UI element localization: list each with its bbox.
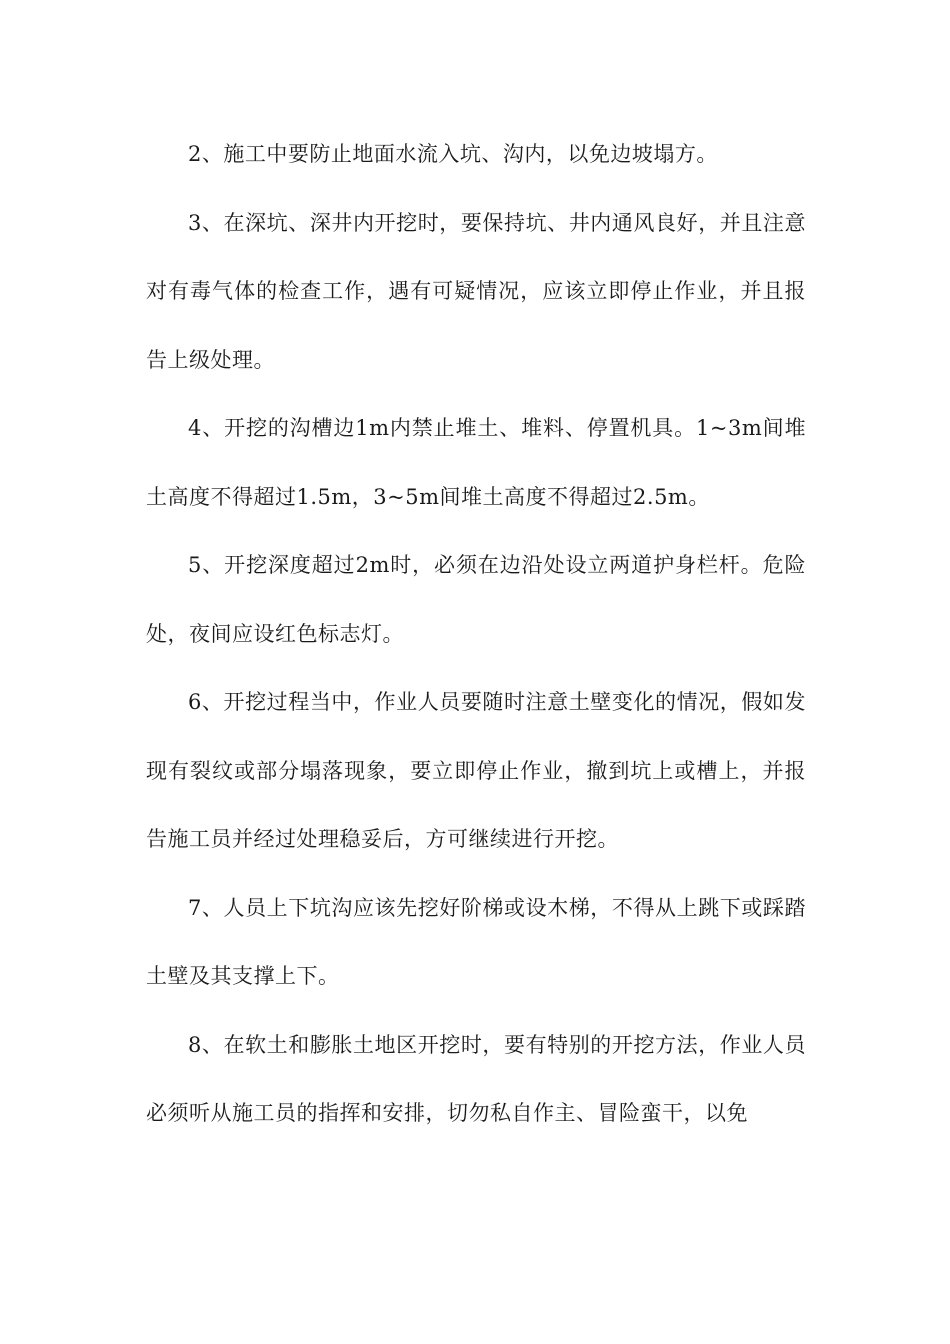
paragraph-item-4: 4、开挖的沟槽边1m内禁止堆土、堆料、停置机具。1~3m间堆土高度不得超过1.5m，3~5m间堆土高度不得超过2.5m。 (146, 416, 806, 509)
paragraph-item-7: 7、人员上下坑沟应该先挖好阶梯或设木梯，不得从上跳下或踩踏土壁及其支撑上下。 (146, 895, 806, 988)
paragraph-item-6: 6、开挖过程当中，作业人员要随时注意土壁变化的情况，假如发现有裂纹或部分塌落现象，要立即停止作业，撤到坑上或槽上，并报告施工员并经过处理稳妥后，方可继续进行开挖。 (146, 690, 806, 851)
paragraph-item-5: 5、开挖深度超过2m时，必须在边沿处设立两道护身栏杆。危险处，夜间应设红色标志灯。 (146, 553, 806, 646)
paragraph-item-8: 8、在软土和膨胀土地区开挖时，要有特别的开挖方法，作业人员必须听从施工员的指挥和安排，切勿私自作主、冒险蛮干，以免 (146, 1032, 806, 1125)
paragraph-item-3: 3、在深坑、深井内开挖时，要保持坑、井内通风良好，并且注意对有毒气体的检查工作，遇有可疑情况，应该立即停止作业，并且报告上级处理。 (146, 210, 806, 372)
document-body (146, 120, 806, 1148)
paragraph-item-2: 2、施工中要防止地面水流入坑、沟内，以免边坡塌方。 (188, 142, 718, 166)
